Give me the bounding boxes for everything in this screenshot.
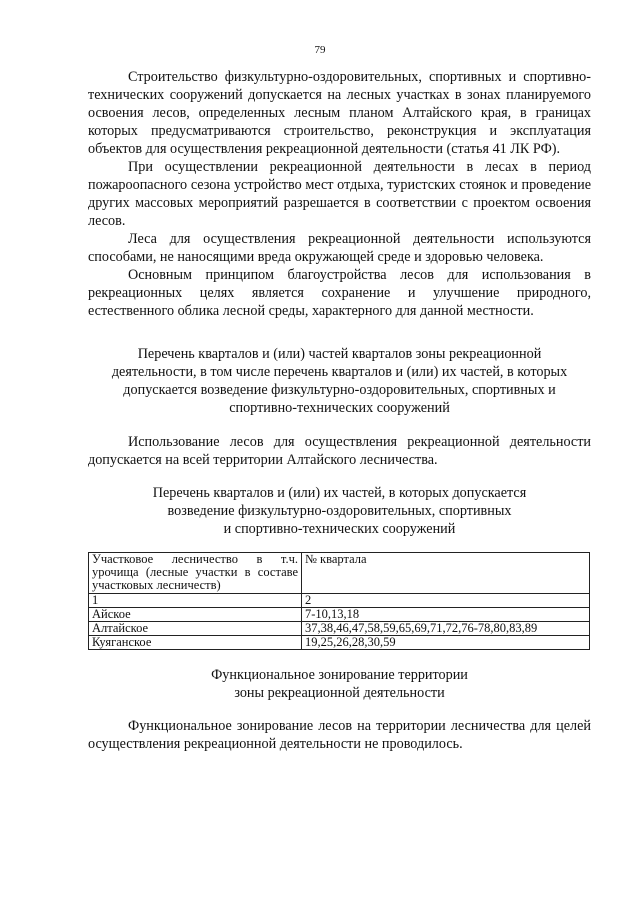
- table-header-cell: № квартала: [302, 553, 590, 594]
- heading-line: возведение физкультурно-оздоровительных, спортивных: [167, 503, 512, 519]
- heading-line: Перечень кварталов и (или) частей кварталов зоны рекреационной: [137, 346, 542, 362]
- table-header-cell: Участковое лесничество в т.ч. урочища (лесные участки в составе участковых лесничеств): [89, 553, 302, 594]
- paragraph-fire-season: При осуществлении рекреационной деятельности в лесах в период пожароопасного сезона устройство мест отдыха, туристских стоянок и проведение других массовых мероприятий разрешается в соответствии с проектом освоения лесов.: [88, 159, 591, 229]
- paragraph-zoning: Функциональное зонирование лесов на территории лесничества для целей осуществления рекреационной деятельности не проводилось.: [88, 718, 591, 752]
- heading-line: Функциональное зонирование территории: [211, 667, 468, 683]
- table-row: [89, 636, 590, 650]
- paragraph-usage-methods: Леса для осуществления рекреационной деятельности используются способами, не наносящими вреда окружающей среде и здоровью человека.: [88, 231, 591, 265]
- heading-line: Перечень кварталов и (или) их частей, в которых допускается: [152, 485, 527, 501]
- paragraph-usage-territory: Использование лесов для осуществления рекреационной деятельности допускается на всей территории Алтайского лесничества.: [88, 434, 591, 468]
- zoning-section: [88, 717, 591, 753]
- table-cell: 2: [302, 594, 590, 608]
- paragraph-main-principle: Основным принципом благоустройства лесов для использования в рекреационных целях является сохранение и улучшение природного, естественного облика лесной среды, характерного для данной местности.: [88, 267, 591, 319]
- page-number: 79: [314, 44, 326, 56]
- table-cell: 37,38,46,47,58,59,65,69,71,72,76-78,80,83,89: [302, 622, 590, 636]
- heading-functional-zoning: [88, 666, 591, 702]
- table-cell: 1: [89, 594, 302, 608]
- table-numbering-row: [89, 594, 590, 608]
- table-row: [89, 622, 590, 636]
- heading-table-title: [88, 484, 591, 538]
- table-cell: Куяганское: [89, 636, 302, 650]
- heading-line: зоны рекреационной деятельности: [234, 685, 445, 701]
- paragraph-construction: Строительство физкультурно-оздоровительных, спортивных и спортивно-технических сооружений допускается на лесных участках в зонах планируемого освоения лесов, определенных лесным планом Алтайского края, в границах которых предусматриваются строительство, реконструкция и эксплуатация объектов для осуществления рекреационной деятельности (статья 41 ЛК РФ).: [88, 69, 591, 157]
- intro-section: [88, 68, 591, 320]
- table-cell: Айское: [89, 608, 302, 622]
- usage-section: [88, 433, 591, 469]
- quarters-table: [88, 552, 590, 650]
- heading-line: и спортивно-технических сооружений: [223, 521, 456, 537]
- table-cell: 19,25,26,28,30,59: [302, 636, 590, 650]
- heading-line: допускается возведение физкультурно-оздоровительных, спортивных и: [123, 382, 556, 398]
- heading-line: деятельности, в том числе перечень кварталов и (или) их частей, в которых: [111, 364, 568, 380]
- heading-line: спортивно-технических сооружений: [229, 400, 450, 416]
- table-header-row: [89, 553, 590, 594]
- table-cell: 7-10,13,18: [302, 608, 590, 622]
- table-row: [89, 608, 590, 622]
- table-cell: Алтайское: [89, 622, 302, 636]
- heading-quarters-list: [88, 345, 591, 417]
